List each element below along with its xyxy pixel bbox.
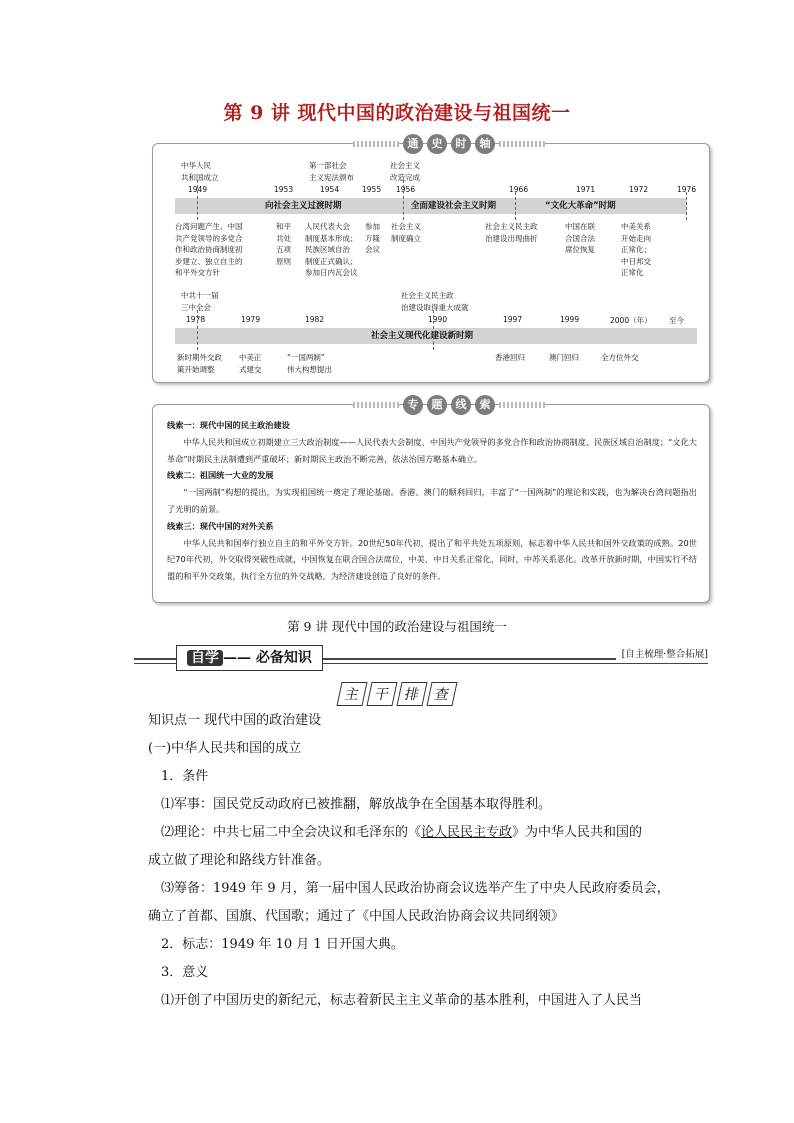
event-label: 中共十一届 三中全会 xyxy=(181,291,219,312)
main-check-heading xyxy=(0,682,794,706)
section-badge xyxy=(176,645,323,671)
header-char: 索 xyxy=(475,395,495,415)
header-char: 题 xyxy=(427,395,447,415)
event-label: 中美关系 开始走向 正常化； 中日邦交 正常化 xyxy=(621,222,651,277)
year-label: 2000（年） xyxy=(610,316,652,325)
paragraph: 成立做了理论和路线方针准备。 xyxy=(148,853,331,868)
paragraph: 确立了首都、国旗、代国歌；通过了《中国人民政治协商会议共同纲领》 xyxy=(148,909,565,924)
event-label: 新时期外交政 策开始调整 xyxy=(177,353,222,374)
year-label: 1955 xyxy=(362,185,382,194)
clue-heading: 线索二：祖国统一大业的发展 xyxy=(167,470,274,481)
section-heading: (一)中华人民共和国的成立 xyxy=(148,741,302,756)
event-label: 和平 共处 五项 原则 xyxy=(276,222,291,266)
knowledge-point: 知识点一 现代中国的政治建设 xyxy=(148,713,322,728)
year-label: 1972 xyxy=(629,185,649,194)
period-label: “文化大革命”时期 xyxy=(545,201,616,211)
event-label: 中美正 式建交 xyxy=(239,353,262,374)
event-label: 香港回归 xyxy=(495,353,525,362)
event-label: 中国在联 合国合法 席位恢复 xyxy=(565,222,595,254)
header-char: 轴 xyxy=(475,134,495,154)
text-span: 》为中华人民共和国的 xyxy=(512,825,643,840)
event-label: 社会主义 制度确立 xyxy=(391,222,421,243)
timeline-panel xyxy=(152,137,710,383)
item-heading: 1．条件 xyxy=(161,769,209,784)
year-label: 1979 xyxy=(241,315,261,324)
header-char: 时 xyxy=(451,134,471,154)
year-label: 1971 xyxy=(576,185,596,194)
section-banner xyxy=(134,645,708,671)
year-label: 1956 xyxy=(396,185,416,194)
badge-self-study: 自学 xyxy=(187,650,223,666)
year-label: 1997 xyxy=(503,315,523,324)
year-label: 1982 xyxy=(305,315,325,324)
event-label: 社会主义民主政 治建设取得重大成就 xyxy=(401,291,469,312)
year-label: 1954 xyxy=(320,185,340,194)
year-label: 1978 xyxy=(186,315,206,324)
paragraph: 2．标志：1949 年 10 月 1 日开国大典。 xyxy=(161,937,404,952)
underlined-title: 论人民民主专政 xyxy=(421,825,513,840)
section-tag: [自主梳理·整合拓展] xyxy=(616,646,708,660)
item-heading: 3．意义 xyxy=(161,965,209,980)
paragraph: ⑶筹备：1949 年 9 月，第一届中国人民政治协商会议选举产生了中央人民政府委员会， xyxy=(161,881,670,896)
event-label: 全方位外交 xyxy=(601,353,639,362)
header-char: 线 xyxy=(451,395,471,415)
badge-knowledge: —— 必备知识 xyxy=(223,650,312,666)
event-label: 澳门回归 xyxy=(549,353,579,362)
event-label: 社会主义 改造完成 xyxy=(390,161,420,182)
heading-char: 排 xyxy=(396,682,427,706)
page-title: 第 9 讲 现代中国的政治建设与祖国统一 xyxy=(223,102,571,124)
paragraph xyxy=(148,819,688,847)
clue-heading: 线索一：现代中国的民主政治建设 xyxy=(167,420,290,430)
period-label: 社会主义现代化建设新时期 xyxy=(371,331,474,341)
paragraph: ⑴开创了中国历史的新纪元，标志着新民主主义革命的基本胜利，中国进入了人民当 xyxy=(161,993,643,1008)
event-label: 中华人民 共和国成立 xyxy=(181,161,219,182)
event-label: 人民代表大会 制度基本形成； 民族区域自治 制度正式确认； 参加日内瓦会议 xyxy=(305,222,358,277)
event-label: 台湾问题产生、中国 共产党领导的多党合 作和政治协商制度初 步建立、独立自主的 和平外交方针 xyxy=(175,222,243,277)
header-char: 专 xyxy=(403,395,423,415)
clue-heading: 线索三：现代中国的对外关系 xyxy=(167,520,274,531)
body-content xyxy=(148,707,688,1015)
year-label: 1966 xyxy=(509,185,529,194)
event-label: 社会主义民主政 治建设出现曲折 xyxy=(485,222,538,243)
clue-body: 中华人民共和国成立初期建立三大政治制度——人民代表大会制度、中国共产党领导的多党合作和政治协商制度、民族区域自治制度；“文化大革命”时期民主法制遭到严重破坏；新时期民主政治不断完善，依法治国方略基本确立。 xyxy=(167,436,697,464)
event-label: 参加 万隆 会议 xyxy=(365,222,380,254)
clue-body: 中华人民共和国奉行独立自主的和平外交方针。20世纪50年代初，提出了和平共处五项原则，标志着中华人民共和国外交政策的成熟。20世纪70年代初，外交取得突破性成就，中国恢复在联合国合法席位，中美、中日关系正常化，同时，中苏关系恶化。改革开放新时期，中国实行不结盟的和平外交政策，执行全方位的外交战略，为经济建设创造了良好的条件。 xyxy=(167,537,697,582)
year-label: 1976 xyxy=(677,185,697,194)
event-label: “一国两制” 伟大构想提出 xyxy=(287,353,332,374)
header-char: 史 xyxy=(427,134,447,154)
header-char: 通 xyxy=(403,134,423,154)
year-label: 1953 xyxy=(274,185,294,194)
period-label: 向社会主义过渡时期 xyxy=(265,201,342,211)
heading-char: 查 xyxy=(426,682,457,706)
year-label: 至今 xyxy=(669,316,684,325)
year-label: 1949 xyxy=(188,185,208,194)
timeline-header xyxy=(353,134,545,154)
clues-content xyxy=(167,417,697,585)
clue-body: “一国两制”构想的提出，为实现祖国统一奠定了理论基础。香港、澳门的顺利回归，丰富了“一国两制”的理论和实践，也为解决台湾问题指出了光明的前景。 xyxy=(167,487,697,514)
heading-char: 干 xyxy=(366,682,397,706)
year-label: 1990 xyxy=(428,315,448,324)
clues-header xyxy=(353,395,545,415)
lesson-subtitle: 第 9 讲 现代中国的政治建设与祖国统一 xyxy=(287,619,507,634)
paragraph: ⑴军事：国民党反动政府已被推翻，解放战争在全国基本取得胜利。 xyxy=(161,797,552,812)
text-span: ⑵理论：中共七届二中全会决议和毛泽东的《 xyxy=(161,825,422,840)
event-label: 第一部社会 主义宪法颁布 xyxy=(309,161,354,182)
year-label: 1999 xyxy=(560,315,580,324)
period-label: 全面建设社会主义时期 xyxy=(411,201,497,211)
clues-panel xyxy=(152,398,710,603)
heading-char: 主 xyxy=(336,682,367,706)
